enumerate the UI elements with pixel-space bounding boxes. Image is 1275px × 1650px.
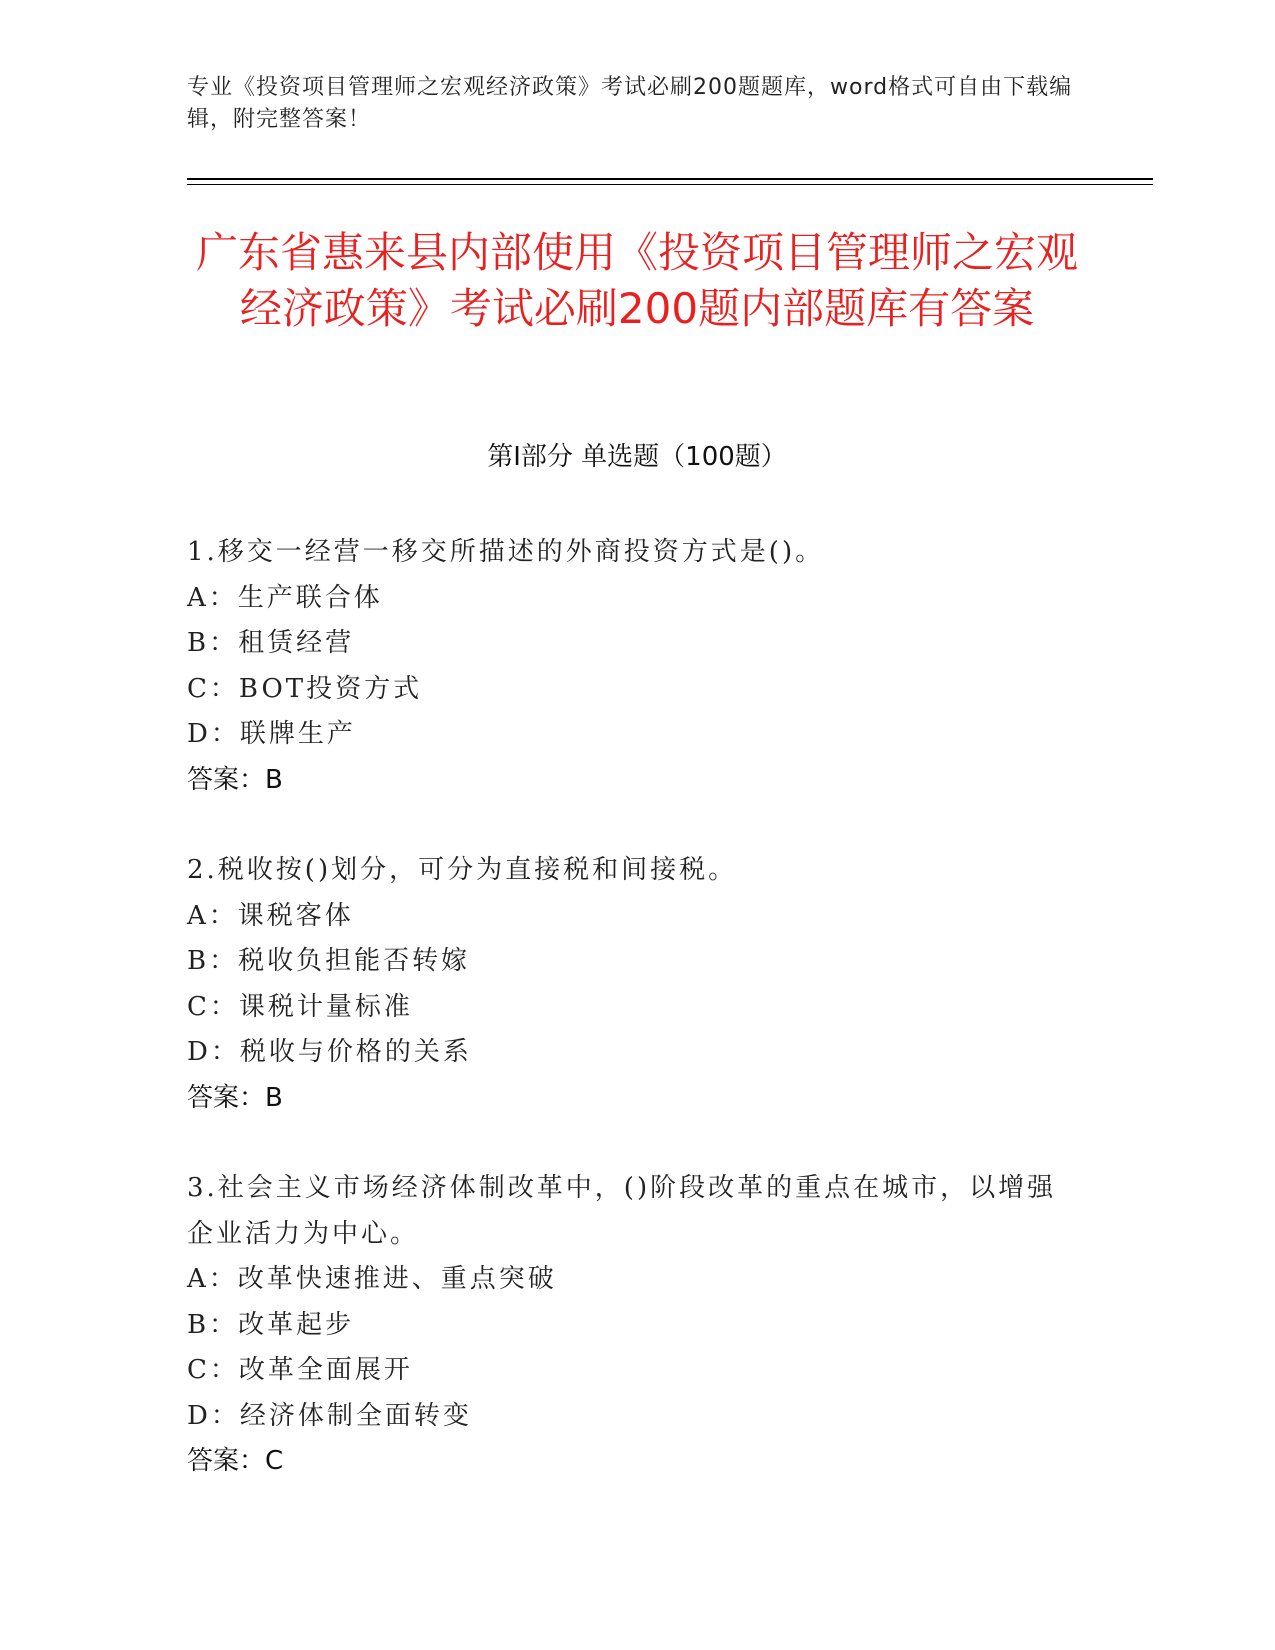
question-stem: 1.移交一经营一移交所描述的外商投资方式是()。 [187,537,825,567]
answer: 答案：B [187,1082,283,1113]
question-stem: 3.社会主义市场经济体制改革中，()阶段改革的重点在城市，以增强企业活力为中心。 [187,1173,1057,1249]
option-c: C：改革全面展开 [187,1355,413,1385]
section-title: 第I部分 单选题（100题） [487,442,787,472]
option-d: D：经济体制全面转变 [187,1400,472,1431]
question-1 [187,530,1067,803]
option-d: D：联牌生产 [187,719,356,749]
option-c: C：BOT投资方式 [187,673,423,704]
option-a: A：改革快速推进、重点突破 [187,1264,557,1294]
option-b: B：租赁经营 [187,628,355,658]
header-divider-thin [187,184,1153,185]
option-a: A：生产联合体 [187,582,383,613]
option-d: D：税收与价格的关系 [187,1037,472,1067]
question-list [187,530,1067,1530]
option-a: A：课税客体 [187,900,354,931]
header-divider-thick [187,178,1153,180]
option-c: C：课税计量标准 [187,991,413,1022]
header-note: 专业《投资项目管理师之宏观经济政策》考试必刷200题题库，word格式可自由下载编辑，附完整答案！ [187,75,1073,132]
question-stem: 2.税收按()划分，可分为直接税和间接税。 [187,855,738,885]
option-b: B：改革起步 [187,1309,355,1340]
document-title: 广东省惠来县内部使用《投资项目管理师之宏观经济政策》考试必刷200题内部题库有答案 [195,228,1078,333]
option-b: B：税收负担能否转嫁 [187,946,471,976]
question-2 [187,848,1067,1121]
answer: 答案：B [187,764,283,795]
answer: 答案：C [187,1446,284,1476]
question-3 [187,1166,1067,1485]
